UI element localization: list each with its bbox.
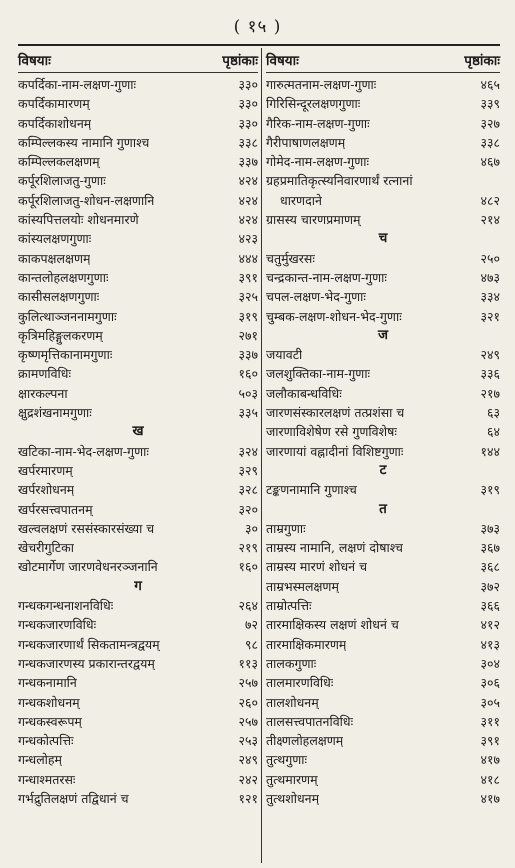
entry-text: खल्वलक्षणं रससंस्कारसंख्या च [18, 520, 155, 536]
index-entry [18, 133, 258, 152]
entry-text: ताम्रस्य नामानि, लक्षणं दोषाश्च [266, 540, 403, 556]
section-letter: ट [379, 461, 387, 478]
entry-text: गन्धलोहम् [18, 752, 63, 768]
entry-text: ताम्रस्य मारणं शोधनं च [266, 559, 368, 575]
entry-text: जलौकाबन्धविधिः [266, 385, 342, 401]
index-entry [266, 268, 500, 287]
page-number: ( १५ ) [233, 17, 282, 37]
entry-text: खर्परशोधनम् [18, 482, 75, 498]
header-subject: विषयाः [266, 53, 299, 69]
entry-text: गन्धकनामानि [18, 675, 77, 691]
entry-page: १२१ [238, 790, 258, 806]
entry-text: ग्रहप्रमातिकृत्स्यनिवारणार्थं रत्नानां [266, 173, 413, 189]
top-rule [18, 44, 500, 46]
entry-text: खर्परसत्त्वपातनम् [18, 501, 93, 517]
entry-page: २४९ [238, 752, 258, 768]
entry-page: ९८ [244, 636, 258, 652]
index-entry [266, 442, 500, 461]
index-entry [266, 307, 500, 326]
index-entry [266, 364, 500, 383]
entry-page: ३६७ [480, 540, 500, 556]
entry-page: २५३ [238, 733, 258, 749]
entry-text: गन्धकशोधनम् [18, 694, 80, 710]
index-entry [266, 635, 500, 654]
index-entry [266, 596, 500, 615]
entry-text: जारणायां वह्नादीनां विशिष्टगुणाः [266, 443, 404, 459]
index-entry [18, 654, 258, 673]
index-entry [18, 538, 258, 557]
entry-text: चतुर्मुखरसः [266, 250, 315, 266]
index-entry [18, 500, 258, 519]
entry-text: खटिका-नाम-भेद-लक्षण-गुणाः [18, 443, 149, 459]
entry-page: ३२१ [480, 308, 500, 324]
entry-page: ४२४ [238, 173, 258, 189]
entry-page: ४४४ [238, 250, 258, 266]
entry-text: गन्धकजारणस्य प्रकारान्तरद्वयम् [18, 655, 155, 671]
entry-page: १६० [238, 366, 258, 382]
index-entry [266, 538, 500, 557]
index-entry [18, 673, 258, 692]
index-entry [266, 693, 500, 712]
entry-page: ३२९ [238, 462, 258, 478]
index-entry [18, 114, 258, 133]
index-entry [18, 712, 258, 731]
entry-page: ३३७ [238, 347, 258, 363]
section-letter: त [379, 500, 387, 517]
entry-page: ४१३ [480, 636, 500, 652]
entry-page: ३६६ [480, 598, 500, 614]
entry-text: गन्धकजारणार्थं सिकतामन्त्रद्वयम् [18, 636, 160, 652]
entry-page: ३७२ [480, 578, 500, 594]
entry-text: कपर्दिका-नाम-लक्षण-गुणाः [18, 77, 137, 92]
entry-text: चुम्बक-लक्षण-शोधन-भेद-गुणाः [266, 308, 402, 324]
entry-text: कांस्यपित्तलयोः शोधनमारणे [18, 212, 139, 228]
entry-page: ४२३ [238, 231, 258, 247]
entry-page: ३०४ [480, 655, 500, 671]
entry-page: ३२७ [480, 115, 500, 131]
entry-text: कुलित्थाञ्जननामगुणाः [18, 308, 117, 324]
index-entry [18, 731, 258, 750]
entry-page: २१९ [238, 540, 258, 556]
entry-text: तालशोधनम् [266, 694, 319, 710]
entry-text: गारुत्मतनाम-लक्षण-गुणाः [266, 77, 377, 92]
entry-page: ३१९ [238, 308, 258, 324]
entry-text: कांस्यलक्षणगुणाः [18, 231, 92, 247]
entry-page: ६३ [486, 405, 500, 421]
entry-text: खर्परमारणम् [18, 462, 73, 478]
entry-page: ३०६ [480, 675, 500, 691]
entry-text: खेचरीगुटिका [18, 540, 74, 556]
index-entry [18, 480, 258, 499]
index-entry [266, 191, 500, 210]
entry-text: ताम्रोत्पत्तिः [266, 598, 312, 614]
entry-page: ३३८ [238, 134, 258, 150]
entry-text: खोटमार्गेण जारणवेधनरञ्जनानि [18, 559, 158, 575]
entry-page: ४१२ [480, 617, 500, 633]
index-entry [18, 615, 258, 634]
entry-page: ३०५ [480, 694, 500, 710]
index-entry [266, 615, 500, 634]
entry-page: ३३४ [480, 289, 500, 305]
entry-page: ३३५ [238, 405, 258, 421]
entry-text: गिरिसिन्दूरलक्षणगुणाः [266, 96, 361, 112]
index-entry [266, 152, 500, 171]
entry-page: ३० [244, 520, 258, 536]
index-column-right [266, 50, 500, 808]
entry-text: गन्धकजारणविधिः [18, 617, 97, 633]
entry-page: ११३ [238, 655, 258, 671]
entry-page: ४७३ [480, 269, 500, 285]
entry-page: ३३० [238, 77, 258, 92]
index-entry [18, 750, 258, 769]
entry-page: ३९१ [238, 269, 258, 285]
index-entry [266, 94, 500, 113]
entry-text: गन्धकगन्धनाशनविधिः [18, 598, 114, 614]
index-entry [266, 519, 500, 538]
entry-page: १४४ [480, 443, 500, 459]
entry-page: २५० [480, 250, 500, 266]
index-entry [266, 654, 500, 673]
header-page: पृष्ठांकाः [464, 53, 500, 69]
entry-text: काकपक्षलक्षणम् [18, 250, 91, 266]
index-entry [18, 171, 258, 190]
entry-page: ३२८ [238, 482, 258, 498]
index-entry [18, 384, 258, 403]
index-entry [266, 384, 500, 403]
entry-page: ३११ [480, 713, 500, 729]
entry-text: जारणसंस्कारलक्षणं तत्प्रशंसा च [266, 405, 405, 421]
index-entry [18, 307, 258, 326]
index-entry [18, 770, 258, 789]
entry-text: जलशुक्तिका-नाम-गुणाः [266, 366, 371, 382]
entry-text: चन्द्रकान्त-नाम-लक्षण-गुणाः [266, 269, 387, 285]
entry-text: क्षुद्रशंखनामगुणाः [18, 405, 92, 421]
index-entry [266, 133, 500, 152]
entry-text: धारणदाने [280, 192, 322, 208]
entry-page: २४९ [480, 347, 500, 363]
entry-text: कपर्दिकाशोधनम् [18, 115, 92, 131]
index-entry [266, 249, 500, 268]
entry-text: गोमेद-नाम-लक्षण-गुणाः [266, 154, 370, 170]
index-entry [266, 210, 500, 229]
entry-text: ग्रासस्य चारणप्रमाणम् [266, 212, 361, 228]
index-entry [18, 693, 258, 712]
entry-text: तुत्थगुणाः [266, 752, 308, 768]
entry-text: तालकगुणाः [266, 655, 317, 671]
entry-page: ३९१ [480, 733, 500, 749]
entry-text: ताम्रभस्मलक्षणम् [266, 578, 339, 594]
index-entry [266, 750, 500, 769]
entry-page: ३२५ [238, 289, 258, 305]
index-entry [266, 75, 500, 94]
section-letter: ख [132, 423, 144, 440]
index-entry [266, 114, 500, 133]
index-entry [266, 731, 500, 750]
entry-text: गर्भद्रुतिलक्षणं तद्विधानं च [18, 790, 129, 806]
entry-text: जयावटी [266, 347, 303, 363]
entry-text: क्रामणविधिः [18, 366, 71, 382]
entry-page: २७१ [238, 327, 258, 343]
index-entry [266, 557, 500, 576]
entry-page: ३७३ [480, 520, 500, 536]
entry-page: ४६७ [480, 154, 500, 170]
entry-page: २५७ [238, 675, 258, 691]
entry-page: २१४ [480, 212, 500, 228]
entry-page: ५०३ [238, 385, 258, 401]
entry-page: ४६५ [480, 77, 500, 92]
index-entry [18, 229, 258, 248]
entry-page: १६० [238, 559, 258, 575]
entry-page: ३२० [238, 501, 258, 517]
index-entry [18, 75, 258, 94]
index-entry [18, 557, 258, 576]
index-entry [18, 210, 258, 229]
index-entry [266, 712, 500, 731]
index-entry [18, 364, 258, 383]
entry-text: तालमारणविधिः [266, 675, 334, 691]
entry-page: २६४ [238, 598, 258, 614]
entry-page: ३३० [238, 96, 258, 112]
entry-page: ७२ [244, 617, 258, 633]
index-entry [18, 635, 258, 654]
entry-text: कासीसलक्षणगुणाः [18, 289, 100, 305]
index-entry [266, 577, 500, 596]
index-entry [18, 191, 258, 210]
entry-text: तुत्थमारणम् [266, 771, 318, 787]
index-entry [18, 519, 258, 538]
entry-page: ३२४ [238, 443, 258, 459]
entry-text: गैरीपाषाणलक्षणम् [266, 134, 346, 150]
section-letter: ज [377, 326, 389, 343]
entry-text: चपल-लक्षण-भेद-गुणाः [266, 289, 366, 305]
entry-page: ३१९ [480, 482, 500, 498]
index-rows [266, 75, 500, 808]
entry-page: ४२४ [238, 212, 258, 228]
entry-text: तालसत्त्वपातनविधिः [266, 713, 354, 729]
header-page: पृष्ठांकाः [222, 53, 258, 69]
entry-page: ३६८ [480, 559, 500, 575]
index-entry [266, 171, 500, 190]
entry-text: गैरिक-नाम-लक्षण-गुणाः [266, 115, 370, 131]
entry-text: गन्धकोत्पत्तिः [18, 733, 74, 749]
entry-page: २४२ [238, 771, 258, 787]
entry-text: कम्पिल्लकस्य नामानि गुणाश्च [18, 134, 150, 150]
column-header [18, 50, 258, 73]
entry-page: ४१७ [480, 790, 500, 806]
entry-text: गन्धकस्वरूपम् [18, 713, 82, 729]
index-entry [18, 249, 258, 268]
index-entry [18, 287, 258, 306]
index-entry [266, 770, 500, 789]
entry-text: कर्पूरशिलाजतु-शोधन-लक्षणानि [18, 192, 155, 208]
entry-text: कान्तलोहलक्षणगुणाः [18, 269, 109, 285]
index-column-left [18, 50, 258, 808]
entry-text: जारणाविशेषेण रसे गुणविशेषः [266, 424, 397, 440]
index-entry [18, 94, 258, 113]
entry-page: २५७ [238, 713, 258, 729]
section-letter: ग [134, 577, 142, 594]
index-entry [266, 789, 500, 808]
entry-text: कम्पिल्लकलक्षणम् [18, 154, 100, 170]
entry-page: ४१७ [480, 752, 500, 768]
entry-text: कृत्रिमहिङ्गुलकरणम् [18, 327, 103, 343]
index-entry [266, 287, 500, 306]
entry-page: ३३० [238, 115, 258, 131]
entry-text: कपर्दिकामारणम् [18, 96, 90, 112]
index-rows [18, 75, 258, 808]
section-letter: च [378, 230, 388, 247]
index-entry [266, 403, 500, 422]
entry-page: ४८२ [480, 192, 500, 208]
entry-text: कृष्णमृत्तिकानामगुणाः [18, 347, 113, 363]
entry-text: तारमाक्षिकमारणम् [266, 636, 347, 652]
index-entry [266, 673, 500, 692]
entry-page: ४१८ [480, 771, 500, 787]
entry-text: कर्पूरशिलाजतु-गुणाः [18, 173, 106, 189]
index-entry [266, 345, 500, 364]
index-entry [18, 596, 258, 615]
index-entry [18, 461, 258, 480]
entry-page: २६० [238, 694, 258, 710]
index-entry [266, 422, 500, 441]
index-entry [18, 442, 258, 461]
index-entry [18, 152, 258, 171]
entry-page: ३३६ [480, 366, 500, 382]
entry-page: ४२४ [238, 192, 258, 208]
entry-page: ३३७ [238, 154, 258, 170]
entry-text: ताम्रगुणाः [266, 520, 306, 536]
entry-page: ३३८ [480, 134, 500, 150]
entry-text: तीक्ष्णलोहलक्षणम् [266, 733, 344, 749]
entry-page: ६४ [486, 424, 500, 440]
entry-text: तारमाक्षिकस्य लक्षणं शोधनं च [266, 617, 399, 633]
entry-page: ३३९ [480, 96, 500, 112]
column-header [266, 50, 500, 73]
header-subject: विषयाः [18, 53, 51, 69]
index-entry [18, 326, 258, 345]
entry-text: टङ्कणनामानि गुणाश्च [266, 482, 357, 498]
entry-text: तुत्थशोधनम् [266, 790, 320, 806]
entry-text: गन्धाश्मतरसः [18, 771, 76, 787]
entry-text: क्षारकल्पना [18, 385, 68, 401]
index-entry [18, 345, 258, 364]
index-entry [266, 480, 500, 499]
column-divider [261, 48, 262, 863]
entry-page: २१७ [480, 385, 500, 401]
index-entry [18, 268, 258, 287]
index-entry [18, 403, 258, 422]
index-entry [18, 789, 258, 808]
